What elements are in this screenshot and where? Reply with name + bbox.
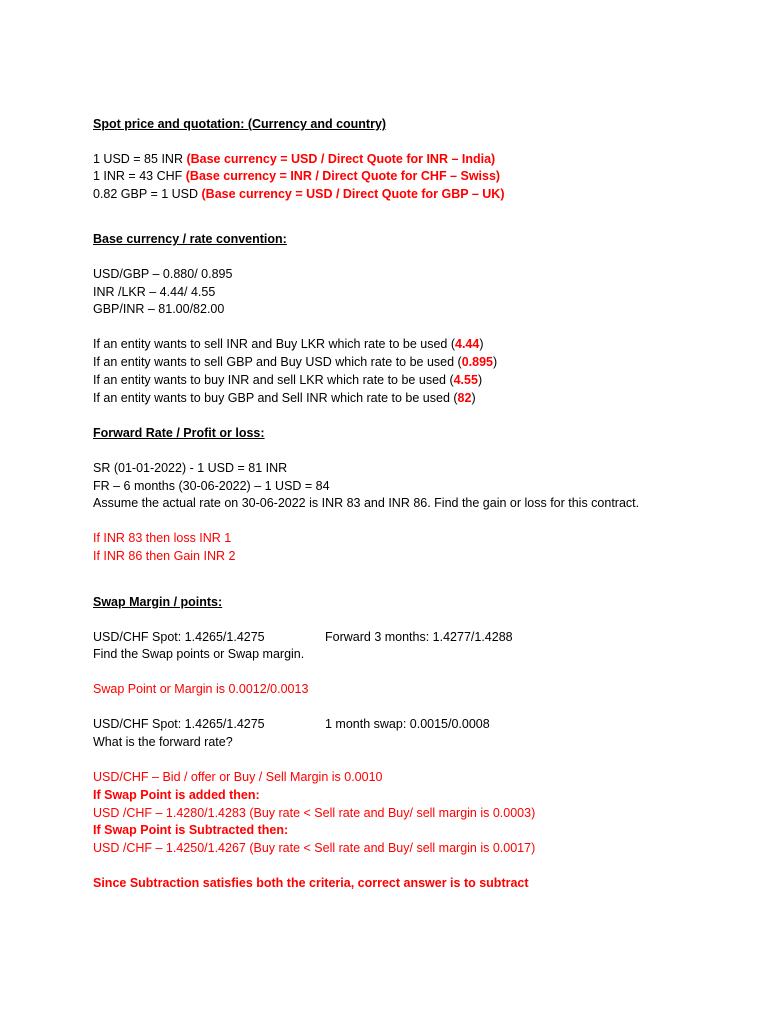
rate-gbp-inr: GBP/INR – 81.00/82.00 xyxy=(93,302,225,316)
swap-q1-line xyxy=(93,629,265,645)
swap-answer-2-subtracted-label: If Swap Point is Subtracted then: xyxy=(93,823,289,837)
swap-q2-ask: What is the forward rate? xyxy=(93,735,233,749)
question-2-answer: 0.895 xyxy=(461,355,493,369)
question-2 xyxy=(93,354,497,370)
question-3-close: ) xyxy=(477,373,483,387)
spot-line-1 xyxy=(93,151,495,167)
spot-heading: Spot price and quotation: (Currency and country) xyxy=(93,117,387,131)
rate-usd-gbp: USD/GBP – 0.880/ 0.895 xyxy=(93,267,233,281)
spot-line-1-note: (Base currency = USD / Direct Quote for INR – India) xyxy=(186,152,496,166)
swap-q1-ask: Find the Swap points or Swap margin. xyxy=(93,647,305,661)
question-3 xyxy=(93,372,482,388)
question-4-answer: 82 xyxy=(457,391,472,405)
spot-line-2-note: (Base currency = INR / Direct Quote for CHF – Swiss) xyxy=(185,169,501,183)
swap-answer-2-added-label: If Swap Point is added then: xyxy=(93,788,260,802)
spot-line-2-quote: 1 INR = 43 CHF xyxy=(93,169,186,183)
forward-heading: Forward Rate / Profit or loss: xyxy=(93,426,265,440)
question-4 xyxy=(93,390,476,406)
swap-q2-swap: 1 month swap: 0.0015/0.0008 xyxy=(325,717,490,731)
forward-question: Assume the actual rate on 30-06-2022 is INR 83 and INR 86. Find the gain or loss for this contract. xyxy=(93,496,640,510)
forward-answer-gain: If INR 86 then Gain INR 2 xyxy=(93,549,236,563)
forward-spot-rate: SR (01-01-2022) - 1 USD = 81 INR xyxy=(93,461,288,475)
swap-q2-line xyxy=(93,716,265,732)
spot-line-3-note: (Base currency = USD / Direct Quote for GBP – UK) xyxy=(201,187,505,201)
swap-conclusion: Since Subtraction satisfies both the criteria, correct answer is to subtract xyxy=(93,876,529,890)
swap-answer-1: Swap Point or Margin is 0.0012/0.0013 xyxy=(93,682,309,696)
swap-heading: Swap Margin / points: xyxy=(93,595,223,609)
question-3-text: If an entity wants to buy INR and sell LKR which rate to be used ( xyxy=(93,373,454,387)
base-heading: Base currency / rate convention: xyxy=(93,232,287,246)
swap-answer-2-subtracted-rate: USD /CHF – 1.4250/1.4267 (Buy rate < Sell rate and Buy/ sell margin is 0.0017) xyxy=(93,841,536,855)
question-1 xyxy=(93,336,484,352)
swap-answer-2-margin: USD/CHF – Bid / offer or Buy / Sell Margin is 0.0010 xyxy=(93,770,383,784)
spot-line-1-quote: 1 USD = 85 INR xyxy=(93,152,187,166)
question-4-close: ) xyxy=(471,391,476,405)
spot-line-3 xyxy=(93,186,505,202)
question-1-text: If an entity wants to sell INR and Buy LKR which rate to be used ( xyxy=(93,337,455,351)
question-2-close: ) xyxy=(493,355,498,369)
question-3-answer: 4.55 xyxy=(453,373,478,387)
question-2-text: If an entity wants to sell GBP and Buy USD which rate to be used ( xyxy=(93,355,462,369)
forward-answer-loss: If INR 83 then loss INR 1 xyxy=(93,531,232,545)
spot-line-2 xyxy=(93,168,500,184)
question-4-text: If an entity wants to buy GBP and Sell INR which rate to be used ( xyxy=(93,391,458,405)
swap-q1-forward: Forward 3 months: 1.4277/1.4288 xyxy=(325,630,513,644)
rate-inr-lkr: INR /LKR – 4.44/ 4.55 xyxy=(93,285,216,299)
question-1-close: ) xyxy=(479,337,484,351)
swap-q2-spot: USD/CHF Spot: 1.4265/1.4275 xyxy=(93,717,265,731)
forward-rate: FR – 6 months (30-06-2022) – 1 USD = 84 xyxy=(93,479,330,493)
swap-answer-2-added-rate: USD /CHF – 1.4280/1.4283 (Buy rate < Sell rate and Buy/ sell margin is 0.0003) xyxy=(93,806,536,820)
swap-q1-spot: USD/CHF Spot: 1.4265/1.4275 xyxy=(93,630,265,644)
spot-line-3-quote: 0.82 GBP = 1 USD xyxy=(93,187,202,201)
question-1-answer: 4.44 xyxy=(455,337,480,351)
